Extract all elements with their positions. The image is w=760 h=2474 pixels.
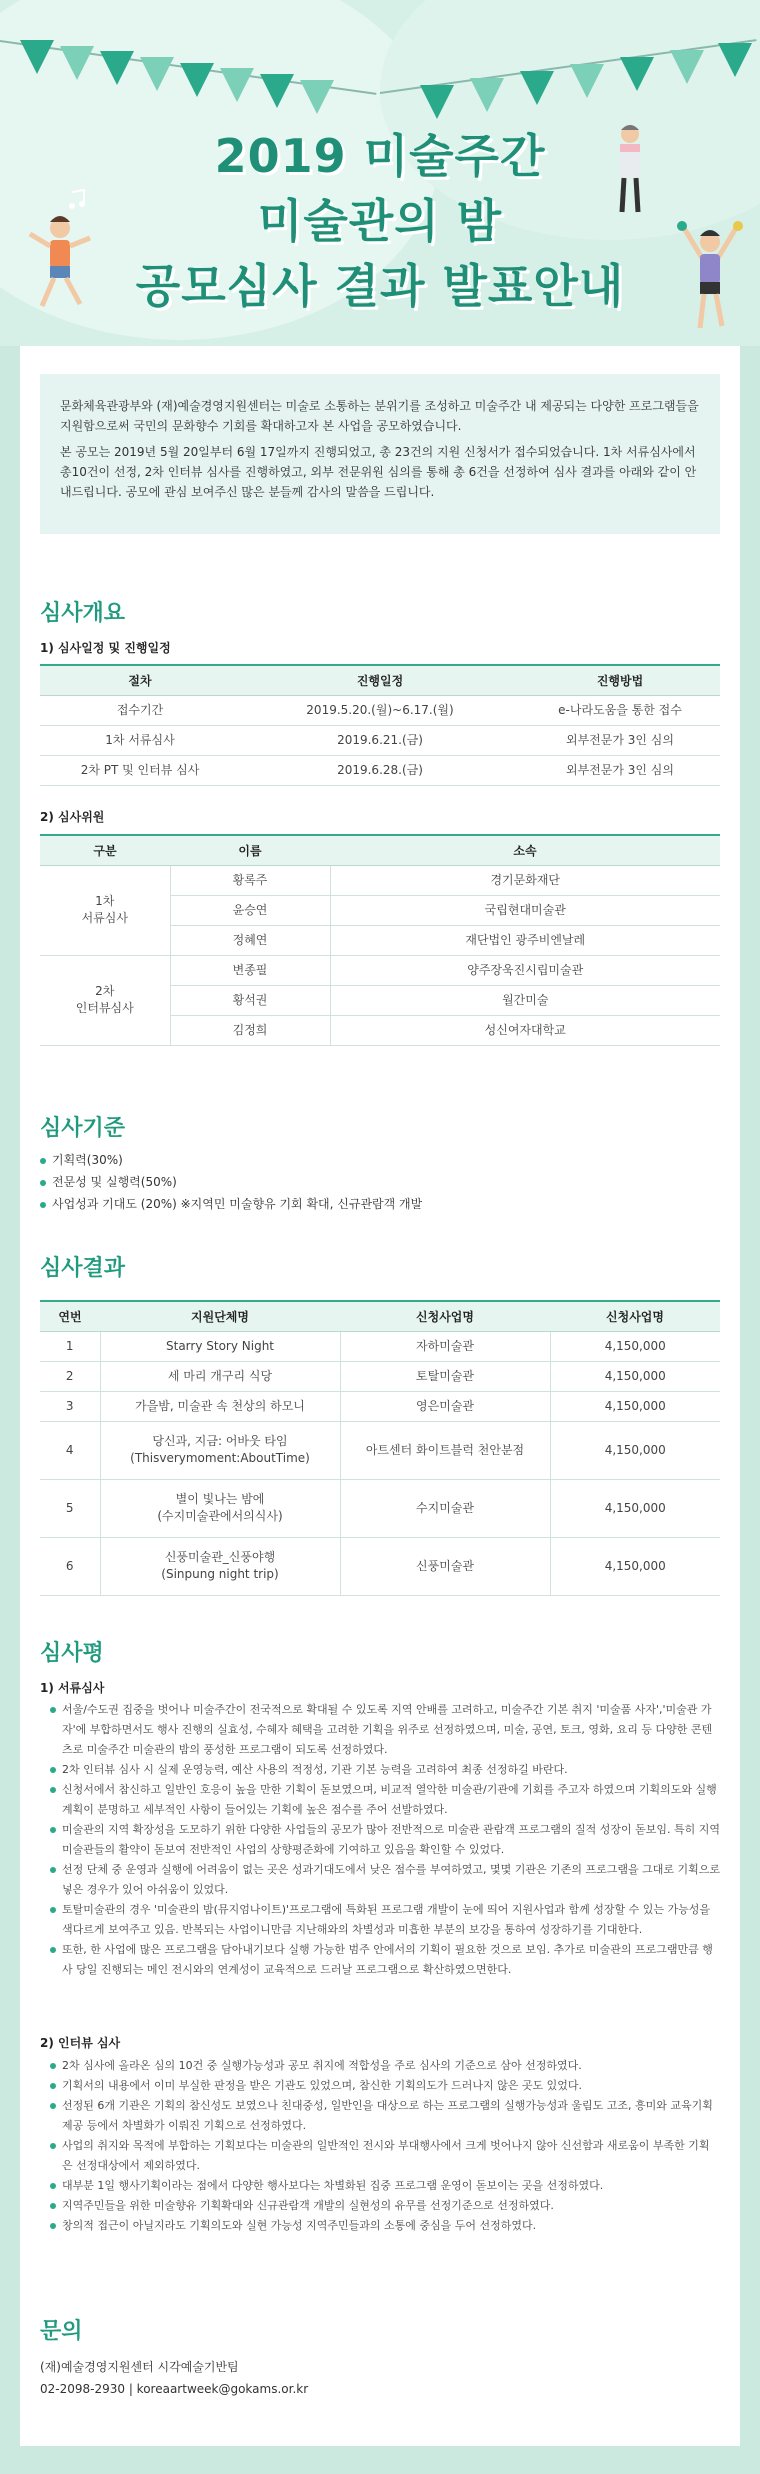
row-number: 4 bbox=[40, 1421, 100, 1479]
bunting-flag bbox=[140, 57, 174, 91]
organization-cell: 자하미술관 bbox=[340, 1331, 550, 1361]
amount-cell: 4,150,000 bbox=[550, 1361, 720, 1391]
applicant-cell: 세 마리 개구리 식당 bbox=[100, 1361, 340, 1391]
bunting-flag bbox=[470, 78, 504, 112]
amount-cell: 4,150,000 bbox=[550, 1421, 720, 1479]
list-item: 2차 심사에 올라온 심의 10건 중 실행가능성과 공모 취지에 적합성을 주로 심사의 기준으로 삼아 선정하였다. bbox=[40, 2056, 720, 2076]
applicant-cell: 당신과, 지금: 어바웃 타임 (Thisverymoment:AboutTime) bbox=[100, 1421, 340, 1479]
list-item: 선정된 6개 기관은 기획의 참신성도 보였으나 친대중성, 일반인을 대상으로 하는 프로그램의 실행가능성과 울림도 고조, 흥미와 교육기획 제공 등에서 차별화가 이뤄진 기획으로 선정하였다. bbox=[40, 2096, 720, 2136]
applicant-cell: Starry Story Night bbox=[100, 1331, 340, 1361]
row-number: 2 bbox=[40, 1361, 100, 1391]
table-cell: 2차 PT 및 인터뷰 심사 bbox=[40, 755, 240, 785]
group-cell bbox=[40, 955, 170, 1045]
table-row bbox=[40, 695, 720, 725]
review-subtitle-document: 1) 서류심사 bbox=[40, 1681, 105, 1695]
criteria-item: 전문성 및 실행력(50%) bbox=[40, 1171, 422, 1193]
list-item: 2차 인터뷰 심사 시 실제 운영능력, 예산 사용의 적정성, 기관 기본 능력을 고려하여 최종 선정하길 바란다. bbox=[40, 1760, 720, 1780]
organization-cell: 수지미술관 bbox=[340, 1479, 550, 1537]
member-affiliation: 양주장욱진시립미술관 bbox=[330, 955, 720, 985]
member-name: 김정희 bbox=[170, 1015, 330, 1045]
page-title-line1: 2019 미술주간 bbox=[214, 129, 546, 183]
table-row bbox=[40, 1331, 720, 1361]
table-row bbox=[40, 1537, 720, 1595]
section-title-review: 심사평 bbox=[40, 1641, 104, 1666]
row-number: 6 bbox=[40, 1537, 100, 1595]
group-label: 1차 bbox=[95, 894, 115, 908]
table-row bbox=[40, 1391, 720, 1421]
table-row bbox=[40, 1361, 720, 1391]
member-name: 변종필 bbox=[170, 955, 330, 985]
table-header: 진행일정 bbox=[240, 665, 520, 695]
list-item: 사업의 취지와 목적에 부합하는 기획보다는 미술관의 일반적인 전시와 부대행사에서 크게 벗어나지 않아 신선함과 새로움이 부족한 기획은 선정대상에서 제외하였다. bbox=[40, 2136, 720, 2176]
bullet-icon bbox=[40, 1158, 46, 1164]
applicant-cell: 별이 빛나는 밤에 (수지미술관에서의식사) bbox=[100, 1479, 340, 1537]
table-header: 신청사업명 bbox=[550, 1301, 720, 1331]
table-cell: 외부전문가 3인 심의 bbox=[520, 725, 720, 755]
member-affiliation: 성신여자대학교 bbox=[330, 1015, 720, 1045]
list-item: 신청서에서 참신하고 일반인 호응이 높을 만한 기획이 돋보였으며, 비교적 열악한 미술관/기관에 기회를 주고자 하였으며 기획의도와 실행계획이 분명하고 세부적인 사항이 들어있는 기획에 높은 점수를 주어 선발하였다. bbox=[40, 1780, 720, 1820]
content-card bbox=[20, 346, 740, 2446]
amount-cell: 4,150,000 bbox=[550, 1479, 720, 1537]
list-item: 토탈미술관의 경우 '미술관의 밤(뮤지엄나이트)'프로그램에 특화된 프로그램 개발이 눈에 띄어 지원사업과 함께 성장할 수 있는 가능성을 색다르게 보여주고 있음. 반복되는 사업이니만큼 지난해와의 차별성과 미흡한 부분의 보강을 통하여 성장하기를 기대한다. bbox=[40, 1900, 720, 1940]
table-row bbox=[40, 1421, 720, 1479]
bunting-flag bbox=[520, 71, 554, 105]
review-list-document bbox=[40, 1700, 720, 1980]
table-cell: 2019.6.28.(금) bbox=[240, 755, 520, 785]
intro-box bbox=[40, 374, 720, 534]
bunting-flag bbox=[260, 74, 294, 108]
criteria-list bbox=[40, 1149, 422, 1215]
member-name: 황록주 bbox=[170, 865, 330, 895]
table-cell: 외부전문가 3인 심의 bbox=[520, 755, 720, 785]
table-header: 구분 bbox=[40, 835, 170, 865]
list-item: 지역주민들을 위한 미술향유 기획확대와 신규관람객 개발의 실현성의 유무를 선정기준으로 선정하였다. bbox=[40, 2196, 720, 2216]
list-item: 선정 단체 중 운영과 실행에 어려움이 없는 곳은 성과기대도에서 낮은 점수를 부여하였고, 몇몇 기관은 기존의 프로그램을 그대로 기획으로 넣은 경우가 있어 아쉬움이 있었다. bbox=[40, 1860, 720, 1900]
table-header: 소속 bbox=[330, 835, 720, 865]
bunting-flag bbox=[420, 85, 454, 119]
group-label: 2차 bbox=[95, 984, 115, 998]
table-header: 연번 bbox=[40, 1301, 100, 1331]
criteria-item: 기획력(30%) bbox=[40, 1149, 422, 1171]
member-affiliation: 재단법인 광주비엔날레 bbox=[330, 925, 720, 955]
bunting-flag bbox=[570, 64, 604, 98]
committee-table bbox=[40, 834, 720, 1046]
member-name: 윤승연 bbox=[170, 895, 330, 925]
table-row bbox=[40, 725, 720, 755]
organization-cell: 아트센터 화이트블럭 천안분점 bbox=[340, 1421, 550, 1479]
contact-phone-email: 02-2098-2930 | koreaartweek@gokams.or.kr bbox=[40, 2382, 309, 2396]
bunting-flag bbox=[180, 63, 214, 97]
contact-info bbox=[40, 2356, 308, 2400]
section-title-overview: 심사개요 bbox=[40, 601, 126, 626]
table-header: 신청사업명 bbox=[340, 1301, 550, 1331]
member-affiliation: 국립현대미술관 bbox=[330, 895, 720, 925]
intro-paragraph: 본 공모는 2019년 5월 20일부터 6월 17일까지 진행되었고, 총 23건의 지원 신청서가 접수되었습니다. 1차 서류심사에서 총10건이 선정, 2차 인터뷰 심사를 진행하였고, 외부 전문위원 심의를 통해 총 6건을 선정하여 심사 결과를 아래와 같이 안내드립니다. 공모에 관심 보여주신 많은 분들께 감사의 말씀을 드립니다. bbox=[60, 445, 697, 499]
list-item: 서울/수도권 집중을 벗어나 미술주간이 전국적으로 확대될 수 있도록 지역 안배를 고려하고, 미술주간 기본 취지 '미술품 사자','미술관 가자'에 부합하면서도 행사 진행의 실효성, 수혜자 혜택을 고려한 기획을 위주로 선정하였으며, 미술, 공연, 토크, 영화, 요리 등 다양한 콘텐츠로 미술주간 미술관의 밤의 풍성한 프로그램이 되도록 선정하였다. bbox=[40, 1700, 720, 1760]
table-row bbox=[40, 865, 720, 895]
applicant-cell: 신풍미술관_신풍야행 (Sinpung night trip) bbox=[100, 1537, 340, 1595]
list-item: 미술관의 지역 확장성을 도모하기 위한 다양한 사업들의 공모가 많아 전반적으로 미술관 관람객 프로그램의 질적 성장이 돋보임. 특히 지역 미술관들의 활약이 돋보여 전반적인 사업의 상향평준화에 기여하고 있음을 확인할 수 있었다. bbox=[40, 1820, 720, 1860]
member-affiliation: 월간미술 bbox=[330, 985, 720, 1015]
bunting-flag bbox=[20, 40, 54, 74]
criteria-item: 사업성과 기대도 (20%) ※지역민 미술향유 기회 확대, 신규관람객 개발 bbox=[40, 1193, 422, 1215]
bunting-flag bbox=[718, 43, 752, 77]
table-cell: 1차 서류심사 bbox=[40, 725, 240, 755]
table-cell: 접수기간 bbox=[40, 695, 240, 725]
review-subtitle-interview: 2) 인터뷰 심사 bbox=[40, 2036, 121, 2050]
committee-subtitle: 2) 심사위원 bbox=[40, 810, 105, 824]
section-title-criteria: 심사기준 bbox=[40, 1116, 126, 1141]
organization-cell: 신풍미술관 bbox=[340, 1537, 550, 1595]
header-banner bbox=[0, 0, 760, 346]
section-title-results: 심사결과 bbox=[40, 1256, 126, 1281]
review-list-interview bbox=[40, 2056, 720, 2236]
bunting-flag bbox=[620, 57, 654, 91]
table-header: 지원단체명 bbox=[100, 1301, 340, 1331]
schedule-table bbox=[40, 664, 720, 786]
bunting-flag bbox=[670, 50, 704, 84]
group-label: 서류심사 bbox=[81, 911, 128, 925]
intro-paragraph: 문화체육관광부와 (재)예술경영지원센터는 미술로 소통하는 분위기를 조성하고 미술주간 내 제공되는 다양한 프로그램들을 지원함으로써 국민의 문화향수 기회를 확대하고자 본 사업을 공모하였습니다. bbox=[60, 399, 699, 433]
organization-cell: 토탈미술관 bbox=[340, 1361, 550, 1391]
table-row bbox=[40, 755, 720, 785]
organization-cell: 영은미술관 bbox=[340, 1391, 550, 1421]
table-cell: e-나라도움을 통한 접수 bbox=[520, 695, 720, 725]
table-row bbox=[40, 955, 720, 985]
row-number: 1 bbox=[40, 1331, 100, 1361]
amount-cell: 4,150,000 bbox=[550, 1537, 720, 1595]
bunting-flag bbox=[220, 68, 254, 102]
table-header: 절차 bbox=[40, 665, 240, 695]
list-item: 기획서의 내용에서 이미 부실한 판정을 받은 기관도 있었으며, 참신한 기획의도가 드러나지 않은 곳도 있었다. bbox=[40, 2076, 720, 2096]
bullet-icon bbox=[40, 1180, 46, 1186]
bunting-flag bbox=[300, 80, 334, 114]
member-name: 정혜연 bbox=[170, 925, 330, 955]
table-row bbox=[40, 1479, 720, 1537]
group-cell bbox=[40, 865, 170, 955]
member-affiliation: 경기문화재단 bbox=[330, 865, 720, 895]
list-item: 또한, 한 사업에 많은 프로그램을 담아내기보다 실행 가능한 범주 안에서의 기획이 필요한 것으로 보임. 추가로 미술관의 프로그램만큼 행사 당일 진행되는 메인 전시와의 연계성이 교육적으로 드러날 프로그램으로 확산하였으면한다. bbox=[40, 1940, 720, 1980]
results-table bbox=[40, 1300, 720, 1596]
page-title-line2: 미술관의 밤 bbox=[257, 194, 503, 248]
contact-org: (재)예술경영지원센터 시각예술기반팀 bbox=[40, 2360, 239, 2374]
table-header: 진행방법 bbox=[520, 665, 720, 695]
row-number: 5 bbox=[40, 1479, 100, 1537]
bunting-flag bbox=[100, 51, 134, 85]
table-header: 이름 bbox=[170, 835, 330, 865]
bullet-icon bbox=[40, 1202, 46, 1208]
table-cell: 2019.6.21.(금) bbox=[240, 725, 520, 755]
applicant-cell: 가을밤, 미술관 속 천상의 하모니 bbox=[100, 1391, 340, 1421]
table-cell: 2019.5.20.(월)~6.17.(월) bbox=[240, 695, 520, 725]
schedule-subtitle: 1) 심사일정 및 진행일정 bbox=[40, 641, 171, 655]
group-label: 인터뷰심사 bbox=[75, 1001, 134, 1015]
amount-cell: 4,150,000 bbox=[550, 1331, 720, 1361]
amount-cell: 4,150,000 bbox=[550, 1391, 720, 1421]
row-number: 3 bbox=[40, 1391, 100, 1421]
list-item: 대부분 1일 행사기획이라는 점에서 다양한 행사보다는 차별화된 집중 프로그램 운영이 돋보이는 곳을 선정하였다. bbox=[40, 2176, 720, 2196]
page-title-line3: 공모심사 결과 발표안내 bbox=[135, 259, 625, 313]
member-name: 황석권 bbox=[170, 985, 330, 1015]
bunting-flag bbox=[60, 46, 94, 80]
section-title-contact: 문의 bbox=[40, 2319, 83, 2344]
list-item: 창의적 접근이 아닐지라도 기획의도와 실현 가능성 지역주민들과의 소통에 중심을 두어 선정하였다. bbox=[40, 2216, 720, 2236]
